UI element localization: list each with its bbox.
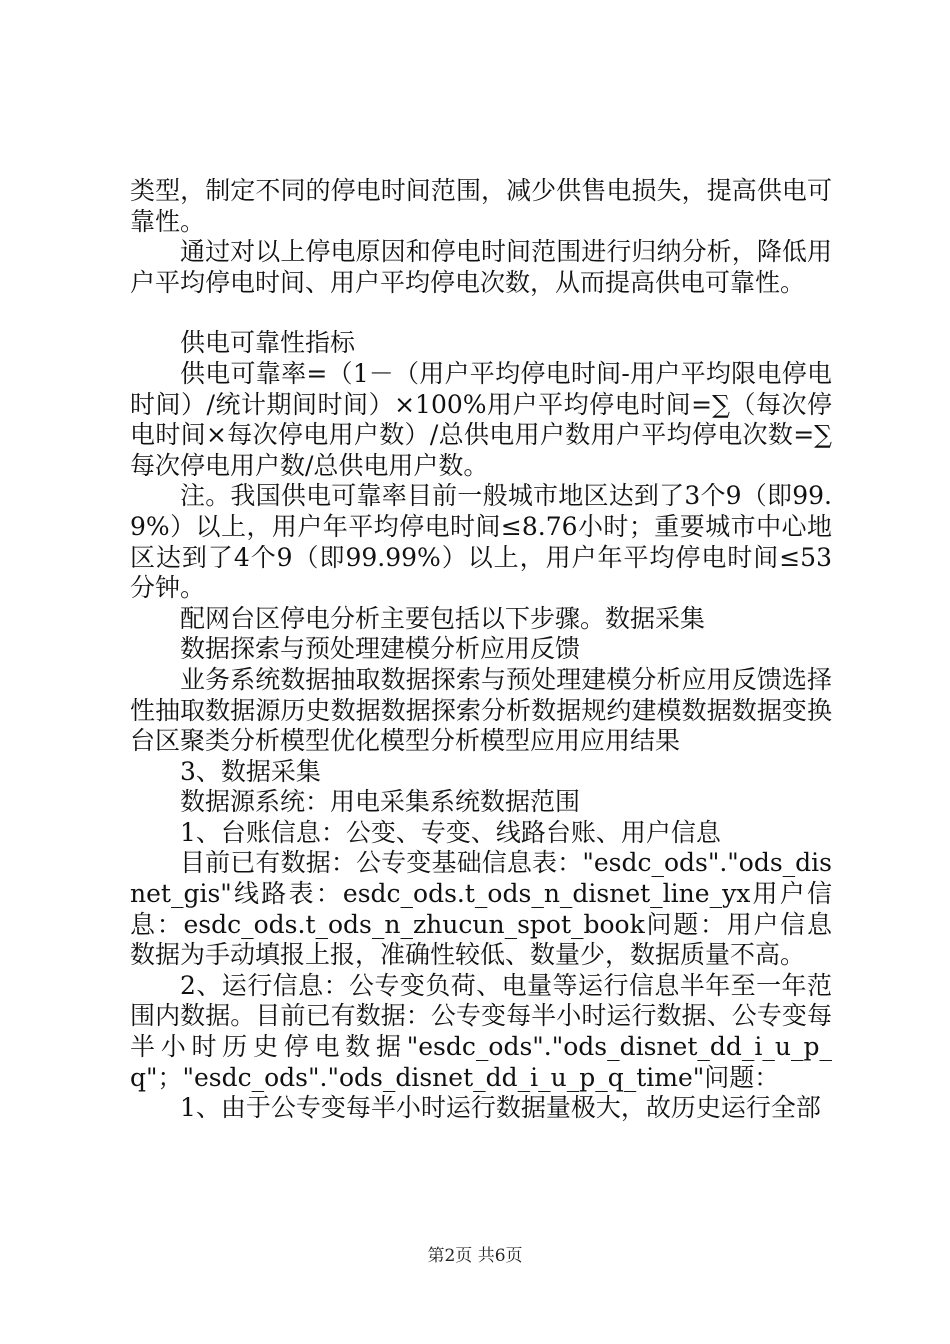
document-body bbox=[130, 176, 832, 1124]
section-heading: 供电可靠性指标 bbox=[180, 328, 356, 358]
paragraph: 类型，制定不同的停电时间范围，减少供售电损失，提高供电可靠性。 bbox=[130, 176, 832, 236]
page-footer: 第2页 共6页 bbox=[427, 1246, 523, 1266]
paragraph: 数据探索与预处理建模分析应用反馈 bbox=[180, 634, 581, 664]
paragraph: 数据源系统：用电采集系统数据范围 bbox=[180, 787, 581, 817]
paragraph: 目前已有数据：公专变基础信息表："esdc_ods"."ods_disnet_gis"线路表：esdc_ods.t_ods_n_disnet_line_yx用户信息：esdc_ods.t_ods_n_zhucun_spot_book问题：用户信息数据为手动填报上报，准确性较低、数量少，数据质量不高。 bbox=[130, 848, 832, 970]
paragraph: 注。我国供电可靠率目前一般城市地区达到了3个9（即99.9%）以上，用户年平均停电时间≤8.76小时；重要城市中心地区达到了4个9（即99.99%）以上，用户年平均停电时间≤53分钟。 bbox=[130, 481, 832, 603]
paragraph: 1、台账信息：公变、专变、线路台账、用户信息 bbox=[180, 817, 721, 847]
paragraph: 通过对以上停电原因和停电时间范围进行归纳分析，降低用户平均停电时间、用户平均停电次数，从而提高供电可靠性。 bbox=[130, 237, 832, 297]
paragraph: 1、由于公专变每半小时运行数据量极大，故历史运行全部 bbox=[180, 1093, 821, 1123]
paragraph: 业务系统数据抽取数据探索与预处理建模分析应用反馈选择性抽取数据源历史数据数据探索分析数据规约建模数据数据变换台区聚类分析模型优化模型分析模型应用应用结果 bbox=[130, 664, 832, 756]
paragraph: 供电可靠率=（1－（用户平均停电时间-用户平均限电停电时间）/统计期间时间）×100%用户平均停电时间=∑（每次停电时间×每次停电用户数）/总供电用户数用户平均停电次数=∑每次停电用户数/总供电用户数。 bbox=[130, 358, 832, 480]
paragraph: 2、运行信息：公专变负荷、电量等运行信息半年至一年范围内数据。目前已有数据：公专变每半小时运行数据、公专变每半小时历史停电数据"esdc_ods"."ods_disnet_dd_i_u_p_q"；"esdc_ods"."ods_disnet_dd_i_u_p_q_time"问题： bbox=[130, 970, 832, 1092]
paragraph: 配网台区停电分析主要包括以下步骤。数据采集 bbox=[180, 603, 706, 633]
paragraph-gap bbox=[130, 298, 832, 328]
section-heading: 3、数据采集 bbox=[180, 756, 321, 786]
